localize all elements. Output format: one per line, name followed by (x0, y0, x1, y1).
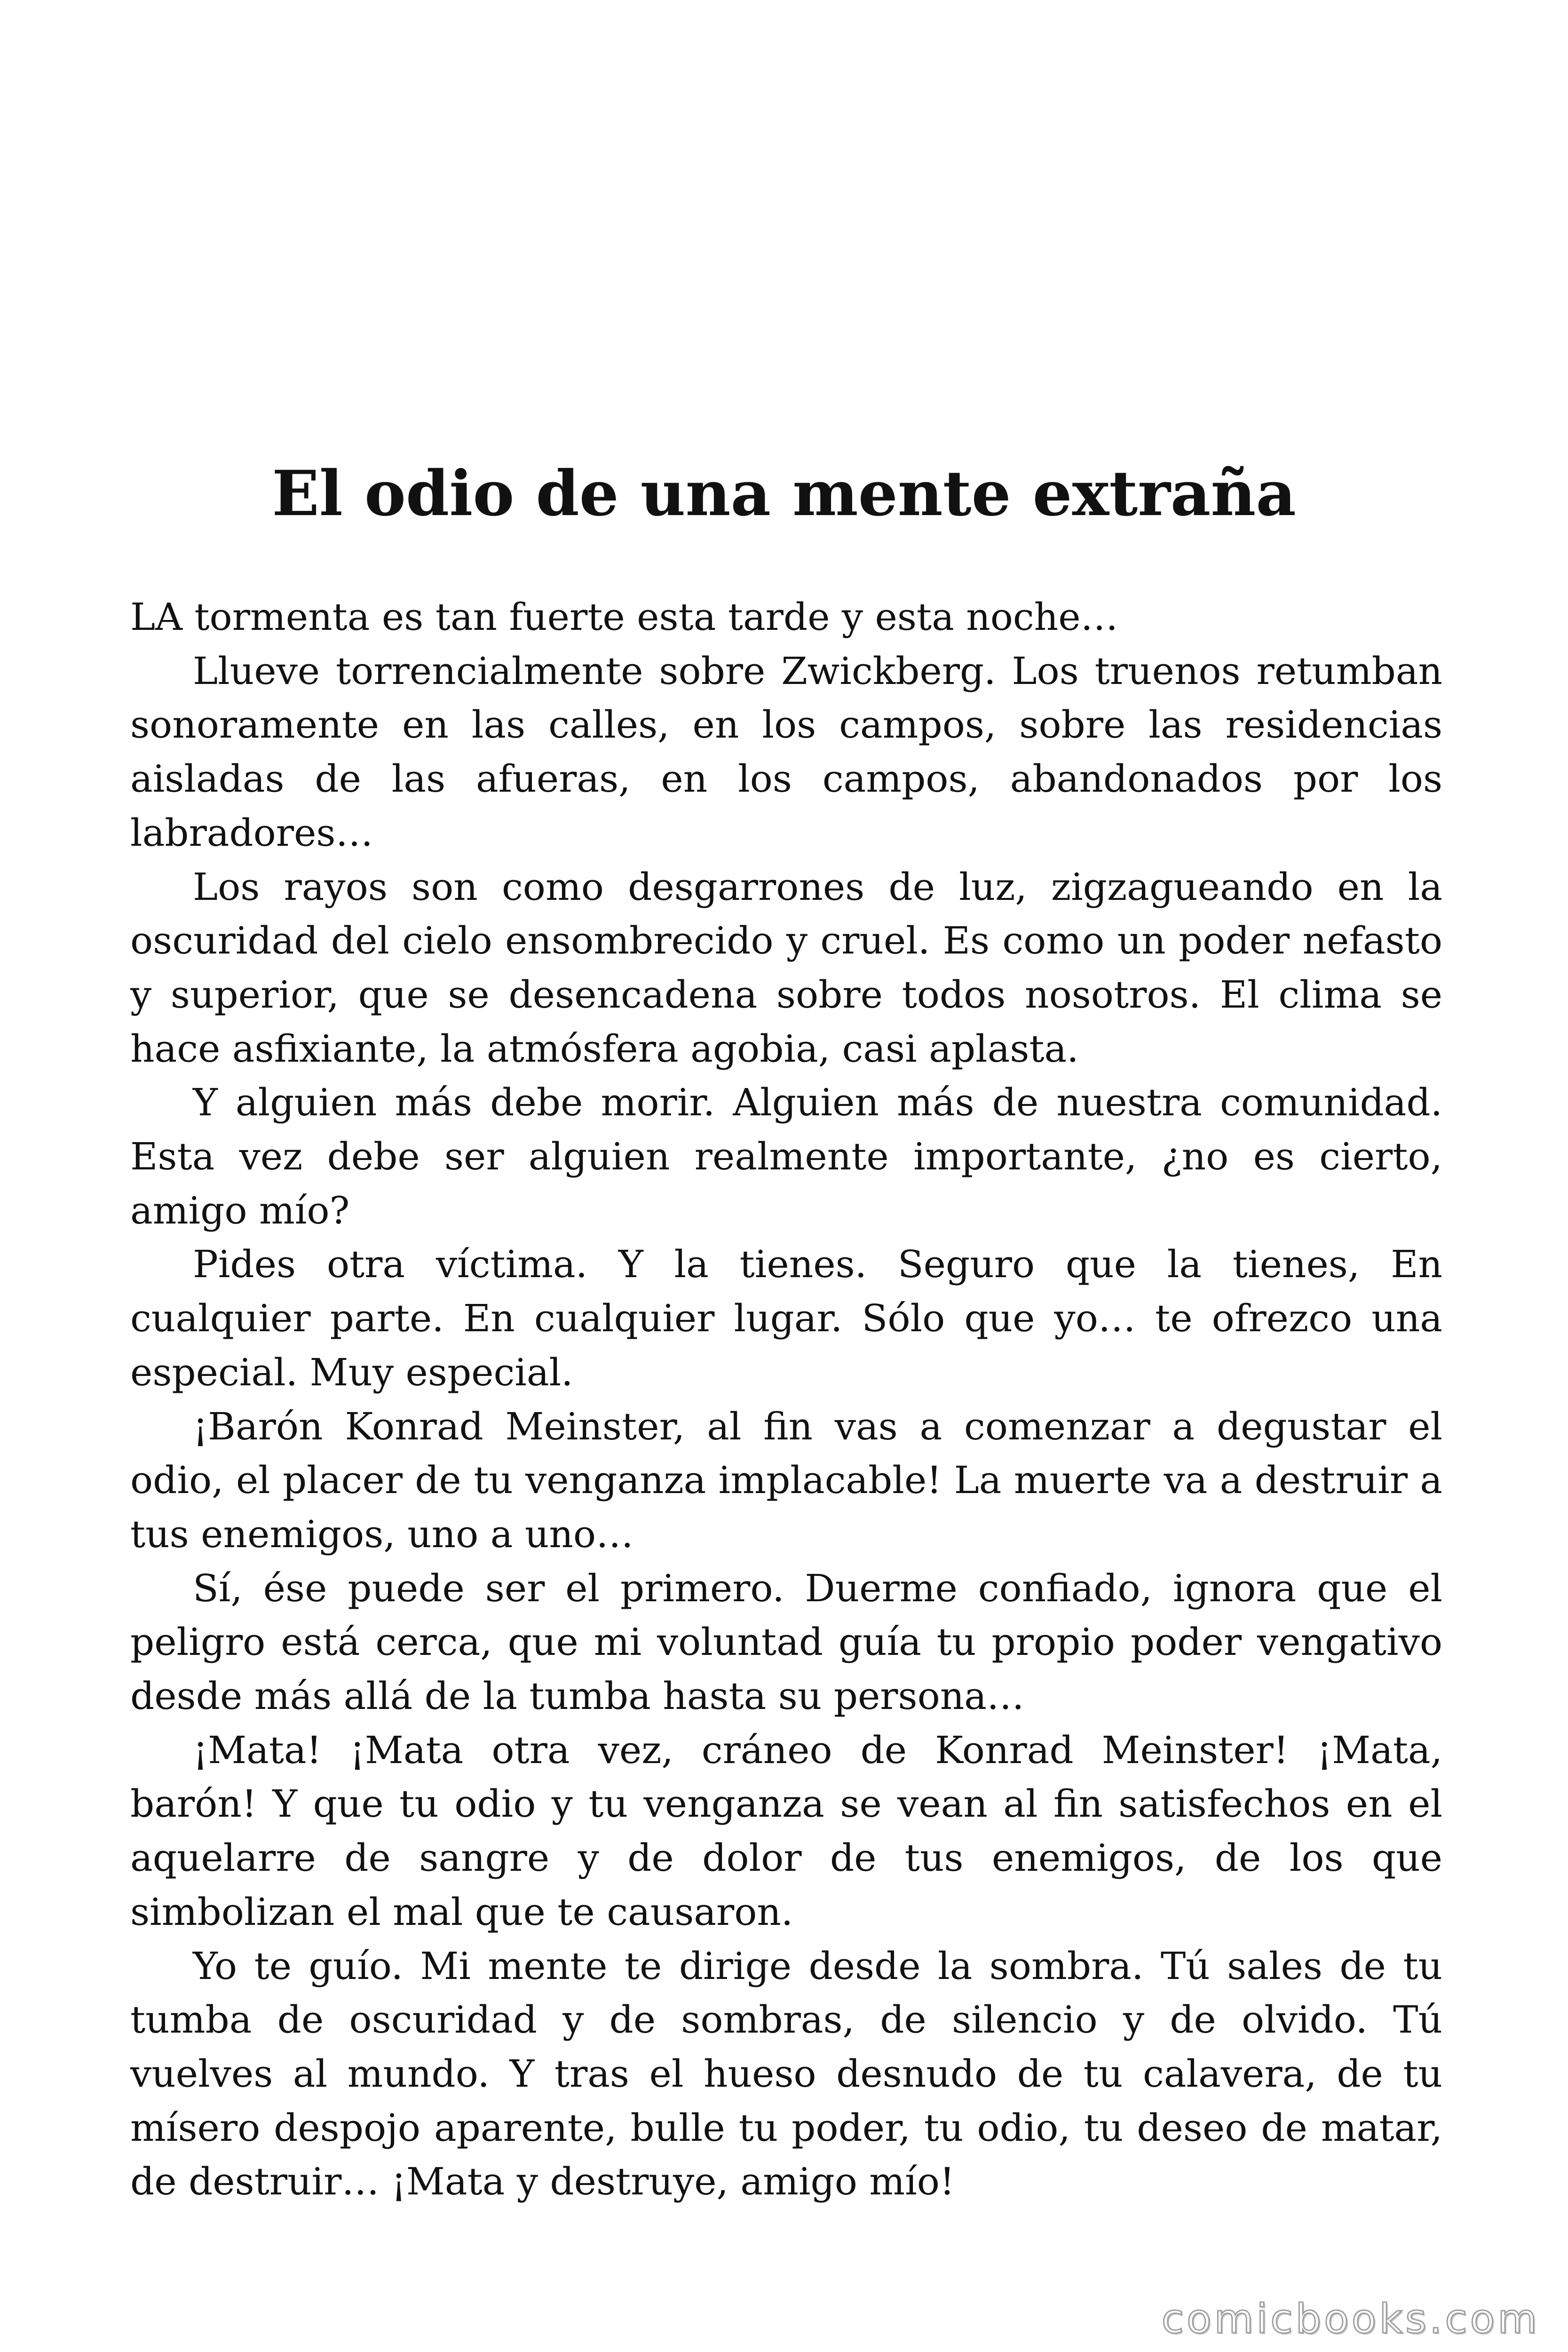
paragraph: LA tormenta es tan fuerte esta tarde y esta noche… (130, 595, 1118, 639)
paragraph: Yo te guío. Mi mente te dirige desde la sombra. Tú sales de tu tumba de oscuridad y de sombras, de silencio y de olvido. Tú vuelves al mundo. Y tras el hueso desnudo de tu calavera, de tu mísero despojo aparente, bulle tu poder, tu odio, tu deseo de matar, de destruir… ¡Mata y destruye, amigo mío! (130, 1944, 1442, 2204)
chapter-body (130, 590, 1442, 2209)
paragraph: Pides otra víctima. Y la tienes. Seguro que la tienes, En cualquier parte. En cualquier lugar. Sólo que yo… te ofrezco una especial. Muy especial. (130, 1242, 1442, 1394)
chapter-title: El odio de una mente extraña (272, 457, 1296, 530)
paragraph: ¡Mata! ¡Mata otra vez, cráneo de Konrad Meinster! ¡Mata, barón! Y que tu odio y tu venganza se vean al fin satisfechos en el aquelarre de sangre y de dolor de tus enemigos, de los que simbolizan el mal que te causaron. (130, 1728, 1442, 1934)
paragraph: ¡Barón Konrad Meinster, al fin vas a comenzar a degustar el odio, el placer de tu venganza implacable! La muerte va a destruir a tus enemigos, uno a uno… (130, 1404, 1442, 1556)
watermark: comicbooks.com (1161, 2296, 1540, 2343)
paragraph: Sí, ése puede ser el primero. Duerme confiado, ignora que el peligro está cerca, que mi voluntad guía tu propio poder vengativo desde más allá de la tumba hasta su persona… (130, 1566, 1442, 1718)
paragraph: Llueve torrencialmente sobre Zwickberg. Los truenos retumban sonoramente en las calles, en los campos, sobre las residencias aisladas de las afueras, en los campos, abandonados por los labradores… (130, 649, 1442, 855)
paragraph: Y alguien más debe morir. Alguien más de nuestra comunidad. Esta vez debe ser alguien realmente importante, ¿no es cierto, amigo mío? (130, 1081, 1442, 1232)
paragraph: Los rayos son como desgarrones de luz, zigzagueando en la oscuridad del cielo ensombrecido y cruel. Es como un poder nefasto y superior, que se desencadena sobre todos nosotros. El clima se hace asfixiante, la atmósfera agobia, casi aplasta. (130, 865, 1442, 1071)
